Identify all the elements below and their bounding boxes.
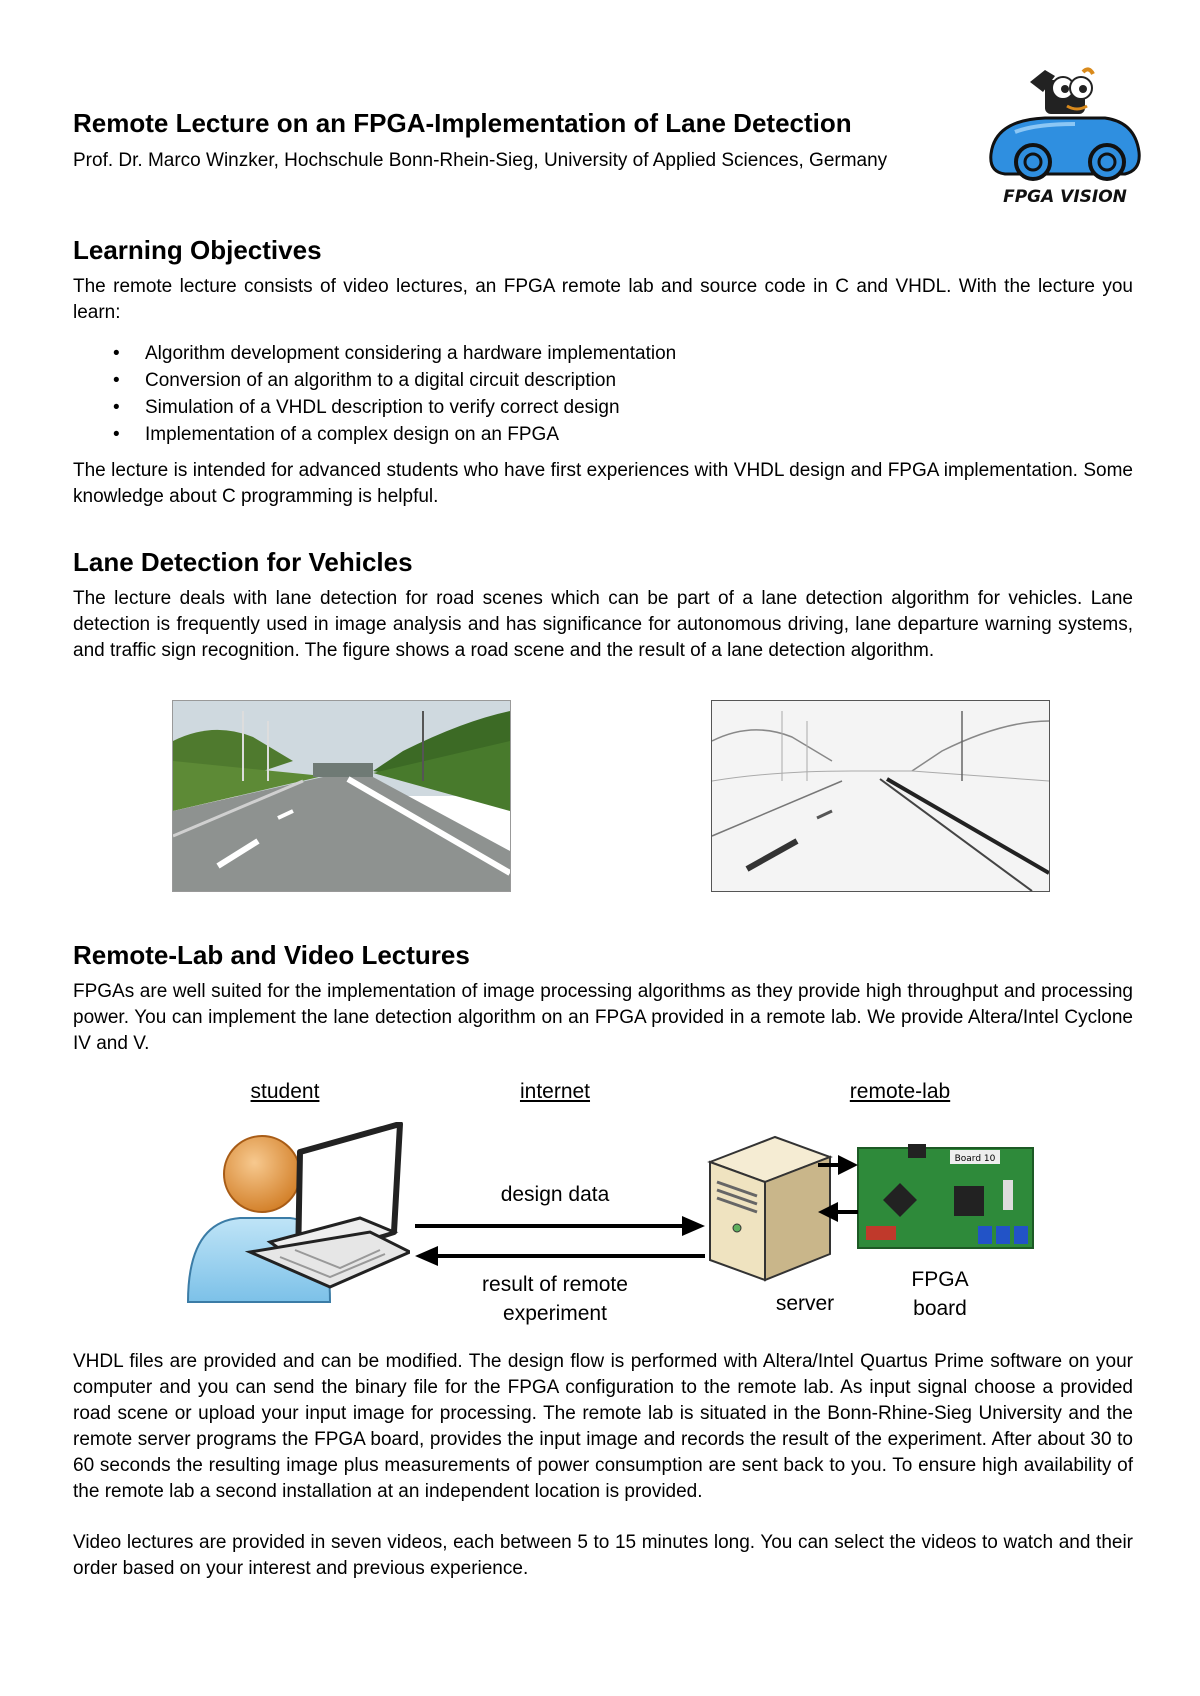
remote-heading: Remote-Lab and Video Lectures [73,940,470,970]
list-item: • Implementation of a complex design on an FPGA [73,421,676,448]
server-icon [705,1132,835,1282]
lane-detection-result-image [711,700,1050,892]
board-tag: Board 10 [954,1154,996,1164]
student-icon [180,1122,410,1312]
road-scene-image [172,700,511,892]
lane-text: The lecture deals with lane detection for road scenes which can be part of a lane detection algorithm for vehicles. Lane detection is frequently used in image analysis and has significance for autonomous driving, lane departure warning systems, and traffic sign recognition. The figure shows a road scene and the result of a lane detection algorithm. [73,588,1133,661]
fpga-board-icon [818,1140,1043,1255]
fpga-vision-logo [985,62,1145,207]
design-data-label: design data [500,1183,610,1206]
objectives-intro: The remote lecture consists of video lectures, an FPGA remote lab and source code in C and VHDL. With the lecture you learn: [73,276,1133,323]
result-label: result of remote experiment [482,1273,628,1325]
remote-text: FPGAs are well suited for the implementation of image processing algorithms as they provide high throughput and processing power. You can implement the lane detection algorithm on an FPGA provided in a remote lab. We provide Altera/Intel Cyclone IV and V. [73,981,1133,1054]
list-item: • Simulation of a VHDL description to verify correct design [73,394,676,421]
fpga-board-label: FPGA board [911,1268,969,1320]
list-item: • Conversion of an algorithm to a digital circuit description [73,367,676,394]
arrow-right-icon [838,1155,858,1175]
author-line: Prof. Dr. Marco Winzker, Hochschule Bonn-Rhein-Sieg, University of Applied Sciences, Germany [73,150,888,171]
remote-lab-label: remote-lab [849,1080,951,1103]
list-item: • Algorithm development considering a hardware implementation [73,340,676,367]
logo-text: FPGA VISION [1003,187,1127,207]
internet-label: internet [519,1080,591,1103]
student-label: student [250,1080,320,1103]
arrow-right-icon [682,1216,705,1236]
arrow-left-icon [415,1246,438,1266]
objectives-heading: Learning Objectives [73,235,322,265]
arrow-left-icon [818,1202,838,1222]
remote-text-2: VHDL files are provided and can be modified. The design flow is performed with Altera/Intel Quartus Prime software on your computer and you can send the binary file for the FPGA configuration to the remote lab. As input signal choose a provided road scene or upload your input image for processing. The remote lab is situated in the Bonn-Rhine-Sieg University and the remote server programs the FPGA board, provides the input image and records the result of the experiment. After about 30 to 60 seconds the resulting image plus measurements of power consumption are sent back to you. To ensure high availability of the remote lab a second installation at an independent location is provided. [73,1351,1133,1502]
lane-heading: Lane Detection for Vehicles [73,547,413,577]
server-label: server [775,1292,835,1315]
objectives-list [73,340,676,448]
objectives-outro: The lecture is intended for advanced students who have first experiences with VHDL design and FPGA implementation. Some knowledge about C programming is helpful. [73,460,1133,507]
document-title: Remote Lecture on an FPGA-Implementation of Lane Detection [73,108,852,138]
remote-text-3: Video lectures are provided in seven videos, each between 5 to 15 minutes long. You can select the videos to watch and their order based on your interest and previous experience. [73,1532,1133,1579]
remote-lab-diagram [0,1070,1200,1330]
